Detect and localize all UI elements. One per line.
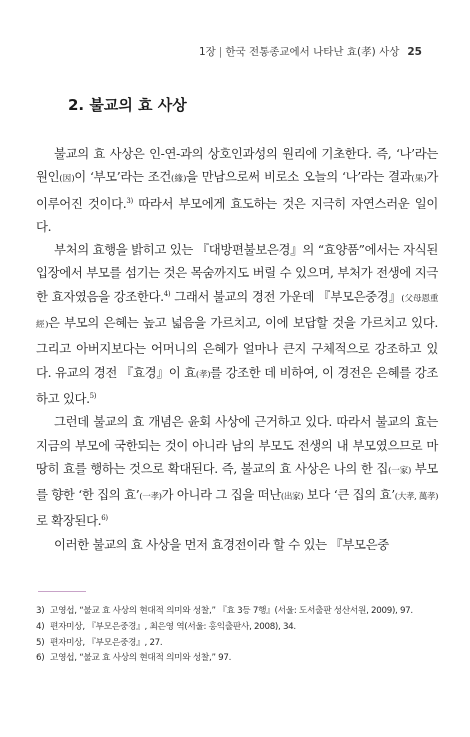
p2-text-2: 그래서 불교의 경전 가운데 『부모은중경』 (170, 288, 402, 304)
chapter-title: 한국 전통종교에서 나타난 효(孝) 사상 (225, 46, 400, 58)
footnote-text: 고영섭, “불교 효 사상의 현대적 의미와 성찰,” 97. (50, 653, 232, 664)
p1-text-4: 가 이루어진 것이다. (36, 169, 438, 211)
paragraph-2 (36, 238, 438, 410)
footnote-number: 5) (36, 637, 45, 648)
p1-text-5: 따라서 부모에게 효도하는 것은 지극히 자연스러운 일이다. (36, 195, 438, 234)
paragraph-4 (36, 533, 438, 556)
footnote-text: 편자미상, 『부모은중경』, 최은영 역(서울: 홍익출판사, 2008), 34. (50, 621, 296, 632)
paragraph-3 (36, 410, 438, 532)
p3-text-5: 로 확장된다. (36, 513, 102, 529)
footnote-ref-3[interactable]: 3) (126, 196, 133, 205)
footnote-number: 6) (36, 653, 45, 664)
p2-hanja-2: (孝) (195, 369, 211, 380)
p3-hanja-1: (一家) (388, 465, 411, 476)
p1-text-1: 불교의 효 사상은 인-연-과의 상호인과성의 원리에 기초한다. 즉, ‘나’라는 원인 (36, 146, 438, 185)
section-title: 2. 불교의 효 사상 (68, 96, 187, 114)
p2-text-3: 은 부모의 은혜는 높고 넓음을 가르치고, 이에 보답할 것을 가르치고 있다. 그리고 아버지보다는 어머니의 은혜가 얼마나 큰지 구체적으로 강조하고 있다. 유교의 경전 『효경』이 효 (36, 315, 438, 380)
header-separator: | (218, 46, 223, 58)
footnote-text: 고영섭, “불교 효 사상의 현대적 의미와 성찰,” 『효 3등 7행』(서울: 도서출판 성산서원, 2009), 97. (50, 606, 413, 616)
chapter-label: 1장 (198, 46, 216, 58)
footnote-number: 4) (36, 621, 45, 632)
footnote-divider (38, 591, 86, 592)
footnote-5 (36, 636, 436, 652)
footnote-6 (36, 651, 436, 667)
page-number: 25 (407, 46, 422, 58)
footnote-3 (36, 604, 436, 620)
footnote-4 (36, 620, 436, 636)
p2-text-4: 를 강조한 데 비하여, 이 경전은 은혜를 강조하고 있다. (36, 364, 438, 406)
paragraph-1 (36, 142, 438, 238)
p3-text-3: 가 아니라 그 집을 떠난 (161, 487, 281, 503)
footnote-text: 편자미상, 『부모은중경』, 27. (50, 637, 163, 648)
p3-hanja-4: (大孝, 萬孝) (394, 492, 438, 503)
p1-text-2: 이 ‘부모’라는 조건 (74, 169, 172, 185)
p2-hanja-1: (父母恩重經) (36, 293, 438, 331)
running-header (199, 44, 422, 59)
p4-text-1: 이러한 불교의 효 사상을 먼저 효경전이라 할 수 있는 『부모은중 (54, 536, 389, 552)
p1-hanja-1: (因) (59, 174, 75, 185)
p3-text-2: 부모를 향한 ‘한 집의 효’ (36, 460, 438, 503)
footnote-ref-6[interactable]: 6) (101, 514, 108, 523)
p3-text-1: 그런데 불교의 효 개념은 윤회 사상에 근거하고 있다. 따라서 불교의 효는 지금의 부모에 국한되는 것이 아니라 남의 부모도 전생의 내 부모였으므로 마땅히 효를 행하는 것으로 확대된다. 즉, 불교의 효 사상은 나의 한 집 (36, 414, 438, 476)
footnote-number: 3) (36, 606, 45, 616)
p3-text-4: 보다 ‘큰 집의 효’ (303, 487, 395, 503)
p2-text-1: 부처의 효행을 밝히고 있는 『대방편불보은경』의 “효양품”에서는 자식된 입장에서 부모를 섬기는 것은 목숨까지도 버릴 수 있으며, 부처가 전생에 지극한 효자였음을 강조한다. (36, 242, 438, 304)
footnotes (36, 604, 436, 667)
footnote-ref-4[interactable]: 4) (163, 289, 171, 298)
p1-hanja-3: (果) (411, 174, 427, 185)
p1-text-3: 을 만남으로써 비로소 오늘의 ‘나’라는 결과 (185, 169, 412, 185)
p1-hanja-2: (緣) (171, 174, 186, 185)
footnote-ref-5[interactable]: 5) (89, 391, 97, 400)
p3-hanja-2: (一孝) (139, 492, 162, 503)
p3-hanja-3: (出家) (280, 492, 304, 503)
body-text (36, 142, 438, 556)
